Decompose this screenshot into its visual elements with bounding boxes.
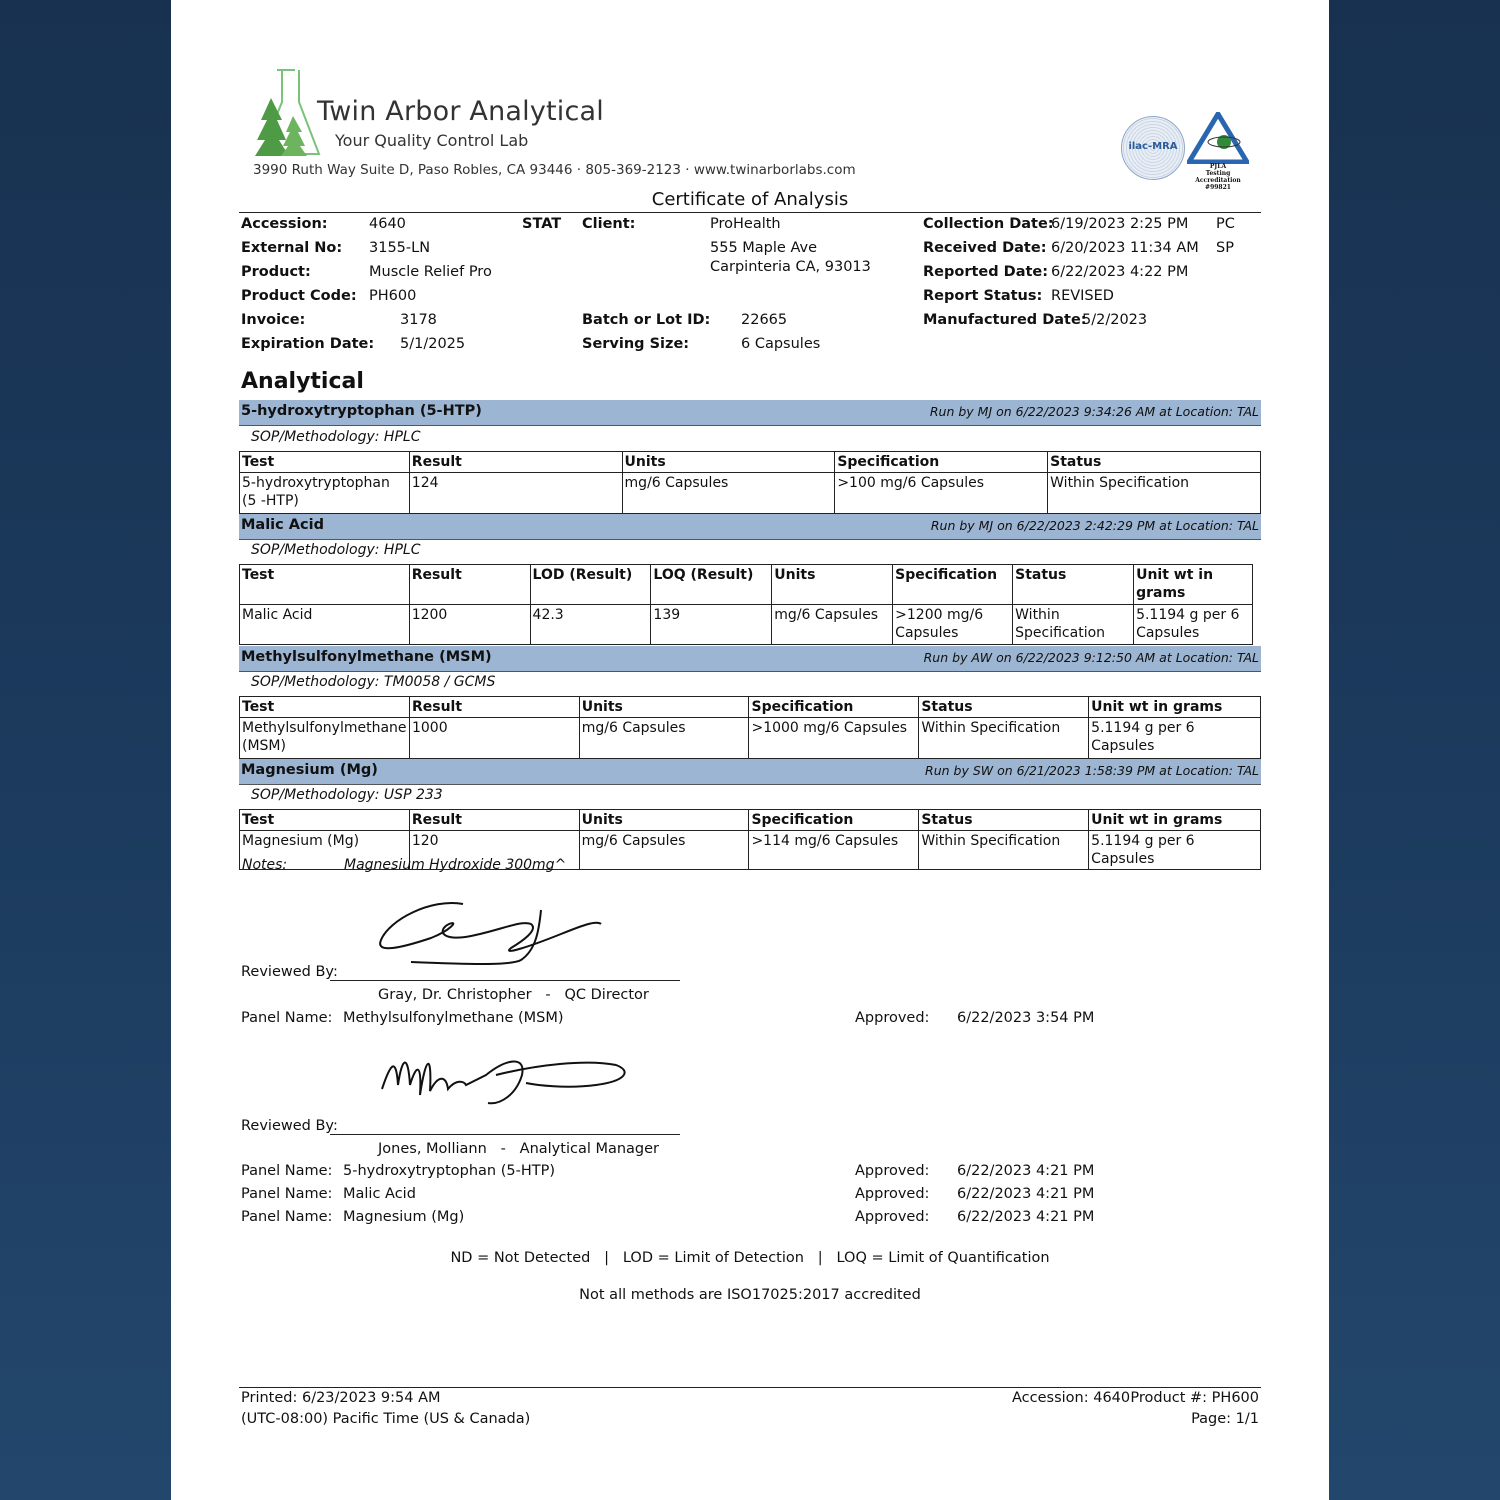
column-header: Test bbox=[240, 810, 410, 831]
column-header: Units bbox=[579, 697, 749, 718]
table-cell: 5.1194 g per 6 Capsules bbox=[1134, 605, 1253, 645]
column-header: Result bbox=[409, 565, 530, 605]
table-cell: Within Specification bbox=[919, 718, 1089, 759]
product-value: Muscle Relief Pro bbox=[369, 264, 492, 280]
page-number: Page: 1/1 bbox=[1191, 1411, 1259, 1427]
table-cell: Magnesium (Mg) bbox=[240, 831, 410, 870]
panel-name-value: 5-hydroxytryptophan (5-HTP) bbox=[343, 1163, 556, 1179]
approved-value: 6/22/2023 4:21 PM bbox=[957, 1186, 1095, 1202]
panel-name-label: Panel Name: bbox=[241, 1186, 333, 1202]
section-run-info: Run by MJ on 6/22/2023 9:34:26 AM at Location: TAL bbox=[929, 404, 1259, 419]
table-row bbox=[240, 718, 1261, 759]
iso-accreditation-note: Not all methods are ISO17025:2017 accredited bbox=[579, 1287, 921, 1303]
reported-label: Reported Date: bbox=[923, 264, 1049, 280]
column-header: Status bbox=[919, 810, 1089, 831]
column-header: Specification bbox=[835, 452, 1048, 473]
approved-value: 6/22/2023 3:54 PM bbox=[957, 1010, 1095, 1026]
collection-initials: PC bbox=[1216, 216, 1235, 232]
approved-label: Approved: bbox=[855, 1163, 930, 1179]
signature-line bbox=[330, 980, 680, 981]
column-header: Specification bbox=[893, 565, 1013, 605]
report-status-label: Report Status: bbox=[923, 288, 1043, 304]
ilac-mra-badge-icon: ilac-MRA bbox=[1121, 116, 1185, 180]
column-header: Units bbox=[772, 565, 893, 605]
reviewed-by-label: Reviewed By: bbox=[241, 964, 338, 980]
table-cell: 5.1194 g per 6 Capsules bbox=[1089, 831, 1261, 870]
table-cell: mg/6 Capsules bbox=[772, 605, 893, 645]
external-label: External No: bbox=[241, 240, 343, 256]
pjla-badge-icon bbox=[1187, 112, 1249, 164]
analytical-heading: Analytical bbox=[241, 369, 364, 394]
table-header-row bbox=[240, 565, 1253, 605]
table-cell: 42.3 bbox=[530, 605, 651, 645]
table-cell: >114 mg/6 Capsules bbox=[749, 831, 919, 870]
title-divider bbox=[239, 212, 1261, 213]
column-header: Specification bbox=[749, 697, 919, 718]
section-run-info: Run by AW on 6/22/2023 9:12:50 AM at Location: TAL bbox=[923, 650, 1259, 665]
results-table-5htp bbox=[239, 451, 1261, 514]
column-header: Test bbox=[240, 565, 410, 605]
invoice-label: Invoice: bbox=[241, 312, 306, 328]
approved-value: 6/22/2023 4:21 PM bbox=[957, 1163, 1095, 1179]
product-code-label: Product Code: bbox=[241, 288, 357, 304]
table-cell: mg/6 Capsules bbox=[579, 718, 749, 759]
collection-label: Collection Date: bbox=[923, 216, 1054, 232]
sop-methodology: SOP/Methodology: HPLC bbox=[251, 429, 421, 445]
table-cell: 124 bbox=[409, 473, 622, 514]
table-header-row bbox=[240, 810, 1261, 831]
stat-flag: STAT bbox=[522, 216, 562, 232]
section-band-magnesium bbox=[239, 759, 1261, 785]
column-header: Units bbox=[622, 452, 835, 473]
invoice-value: 3178 bbox=[400, 312, 437, 328]
table-cell: >1000 mg/6 Capsules bbox=[749, 718, 919, 759]
section-band-5htp bbox=[239, 400, 1261, 426]
batch-label: Batch or Lot ID: bbox=[582, 312, 711, 328]
lab-address: 3990 Ruth Way Suite D, Paso Robles, CA 93446 · 805-369-2123 · www.twinarborlabs.com bbox=[253, 162, 856, 178]
collection-value: 6/19/2023 2:25 PM bbox=[1051, 216, 1189, 232]
table-cell: >1200 mg/6 Capsules bbox=[893, 605, 1013, 645]
table-row bbox=[240, 473, 1261, 514]
panel-name-value: Methylsulfonylmethane (MSM) bbox=[343, 1010, 564, 1026]
column-header: Units bbox=[579, 810, 749, 831]
manufactured-value: 5/2/2023 bbox=[1082, 312, 1148, 328]
received-label: Received Date: bbox=[923, 240, 1047, 256]
certificate-page bbox=[171, 0, 1329, 1500]
footer-divider bbox=[239, 1387, 1261, 1388]
approved-label: Approved: bbox=[855, 1209, 930, 1225]
column-header: Status bbox=[1013, 565, 1134, 605]
expiration-value: 5/1/2025 bbox=[400, 336, 466, 352]
table-cell: Methylsulfonylmethane (MSM) bbox=[240, 718, 410, 759]
abbreviation-legend: ND = Not Detected | LOD = Limit of Detection | LOQ = Limit of Quantification bbox=[450, 1250, 1050, 1266]
manufactured-label: Manufactured Date: bbox=[923, 312, 1087, 328]
expiration-label: Expiration Date: bbox=[241, 336, 375, 352]
column-header: Result bbox=[409, 452, 622, 473]
column-header: LOD (Result) bbox=[530, 565, 651, 605]
column-header: Unit wt in grams bbox=[1089, 697, 1261, 718]
sop-methodology: SOP/Methodology: TM0058 / GCMS bbox=[251, 674, 496, 690]
document-title: Certificate of Analysis bbox=[651, 189, 849, 210]
panel-name-value: Malic Acid bbox=[343, 1186, 416, 1202]
table-header-row bbox=[240, 452, 1261, 473]
client-label: Client: bbox=[582, 216, 636, 232]
approved-label: Approved: bbox=[855, 1010, 930, 1026]
column-header: Unit wt in grams bbox=[1089, 810, 1261, 831]
report-status-value: REVISED bbox=[1051, 288, 1114, 304]
table-cell: Within Specification bbox=[1048, 473, 1261, 514]
table-cell: mg/6 Capsules bbox=[622, 473, 835, 514]
column-header: Result bbox=[409, 697, 579, 718]
section-name: 5-hydroxytryptophan (5-HTP) bbox=[241, 403, 482, 419]
reviewed-by-label: Reviewed By: bbox=[241, 1118, 338, 1134]
table-header-row bbox=[240, 697, 1261, 718]
column-header: LOQ (Result) bbox=[651, 565, 772, 605]
section-name: Methylsulfonylmethane (MSM) bbox=[241, 649, 492, 665]
section-band-msm bbox=[239, 646, 1261, 672]
column-header: Unit wt in grams bbox=[1134, 565, 1253, 605]
reviewer-name: Gray, Dr. Christopher - QC Director bbox=[378, 987, 649, 1003]
received-initials: SP bbox=[1216, 240, 1234, 256]
results-table-malic-acid bbox=[239, 564, 1253, 645]
approved-value: 6/22/2023 4:21 PM bbox=[957, 1209, 1095, 1225]
column-header: Test bbox=[240, 697, 410, 718]
table-cell: 5-hydroxytryptophan (5 -HTP) bbox=[240, 473, 410, 514]
table-cell: 5.1194 g per 6 Capsules bbox=[1089, 718, 1261, 759]
product-label: Product: bbox=[241, 264, 311, 280]
section-band-malic-acid bbox=[239, 514, 1261, 540]
column-header: Test bbox=[240, 452, 410, 473]
reviewer-name: Jones, Molliann - Analytical Manager bbox=[378, 1141, 660, 1157]
panel-name-value: Magnesium (Mg) bbox=[343, 1209, 465, 1225]
section-run-info: Run by MJ on 6/22/2023 2:42:29 PM at Location: TAL bbox=[930, 518, 1259, 533]
table-cell: 1200 bbox=[409, 605, 530, 645]
table-row bbox=[240, 605, 1253, 645]
table-cell: 120 bbox=[409, 831, 579, 870]
sop-methodology: SOP/Methodology: USP 233 bbox=[251, 787, 443, 803]
results-table-msm bbox=[239, 696, 1261, 759]
lab-tagline: Your Quality Control Lab bbox=[335, 131, 529, 150]
serving-value: 6 Capsules bbox=[741, 336, 821, 352]
pjla-badge-text: PJLA Testing Accreditation #99821 bbox=[1195, 163, 1241, 191]
approved-label: Approved: bbox=[855, 1186, 930, 1202]
column-header: Specification bbox=[749, 810, 919, 831]
reported-value: 6/22/2023 4:22 PM bbox=[1051, 264, 1189, 280]
signature-gray-icon bbox=[371, 890, 611, 970]
panel-name-label: Panel Name: bbox=[241, 1010, 333, 1026]
batch-value: 22665 bbox=[741, 312, 788, 328]
lab-name: Twin Arbor Analytical bbox=[317, 96, 605, 127]
client-value: ProHealth bbox=[710, 216, 781, 232]
column-header: Result bbox=[409, 810, 579, 831]
table-cell: Within Specification bbox=[919, 831, 1089, 870]
timezone-note: (UTC-08:00) Pacific Time (US & Canada) bbox=[241, 1411, 531, 1427]
table-cell: >100 mg/6 Capsules bbox=[835, 473, 1048, 514]
serving-label: Serving Size: bbox=[582, 336, 690, 352]
notes-value: Magnesium Hydroxide 300mg^ bbox=[344, 857, 567, 873]
table-cell: mg/6 Capsules bbox=[579, 831, 749, 870]
table-cell: Malic Acid bbox=[240, 605, 410, 645]
panel-name-label: Panel Name: bbox=[241, 1163, 333, 1179]
client-address-2: Carpinteria CA, 93013 bbox=[710, 259, 871, 275]
printed-timestamp: Printed: 6/23/2023 9:54 AM bbox=[241, 1390, 441, 1406]
client-address-1: 555 Maple Ave bbox=[710, 240, 818, 256]
product-code-value: PH600 bbox=[369, 288, 417, 304]
section-name: Magnesium (Mg) bbox=[241, 762, 378, 778]
sop-methodology: SOP/Methodology: HPLC bbox=[251, 542, 421, 558]
table-cell: 139 bbox=[651, 605, 772, 645]
column-header: Status bbox=[1048, 452, 1261, 473]
accession-value: 4640 bbox=[369, 216, 406, 232]
column-header: Status bbox=[919, 697, 1089, 718]
footer-product-number: Product #: PH600 bbox=[1130, 1390, 1259, 1406]
received-value: 6/20/2023 11:34 AM bbox=[1051, 240, 1199, 256]
external-value: 3155-LN bbox=[369, 240, 431, 256]
footer-accession: Accession: 4640 bbox=[1012, 1390, 1131, 1406]
section-run-info: Run by SW on 6/21/2023 1:58:39 PM at Location: TAL bbox=[925, 763, 1259, 778]
table-cell: Within Specification bbox=[1013, 605, 1134, 645]
signature-jones-icon bbox=[376, 1045, 636, 1120]
panel-name-label: Panel Name: bbox=[241, 1209, 333, 1225]
signature-line bbox=[330, 1134, 680, 1135]
section-name: Malic Acid bbox=[241, 517, 324, 533]
accession-label: Accession: bbox=[241, 216, 328, 232]
table-cell: 1000 bbox=[409, 718, 579, 759]
notes-label: Notes: bbox=[242, 857, 288, 873]
